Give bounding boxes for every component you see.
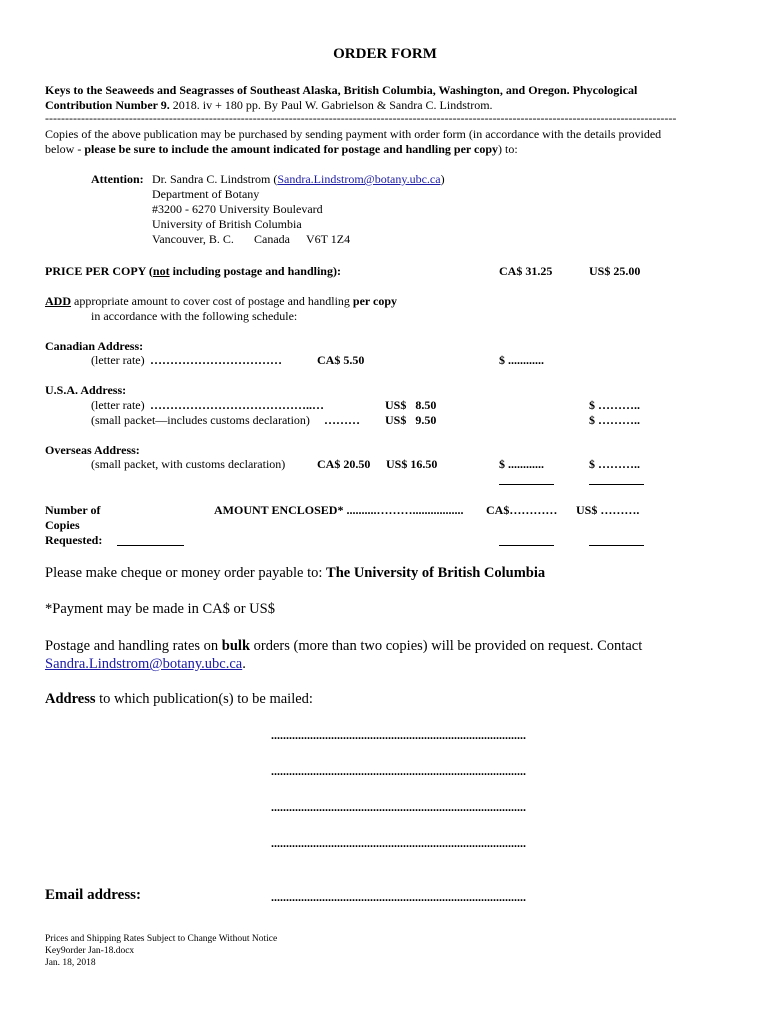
overseas-usd-amount-field[interactable]: $ ……….. bbox=[589, 457, 640, 471]
footer-disclaimer: Prices and Shipping Rates Subject to Change Without Notice bbox=[45, 934, 278, 944]
email-label: Email address: bbox=[45, 887, 141, 903]
page-title: ORDER FORM bbox=[333, 46, 437, 62]
address-word: Address bbox=[45, 691, 96, 707]
intro-line-1: Copies of the above publication may be purchased by sending payment with order form (in accordance with the details provided bbox=[45, 127, 662, 141]
payment-note: *Payment may be made in CA$ or US$ bbox=[45, 601, 275, 617]
attention-close-paren: ) bbox=[440, 172, 445, 186]
publication-line-1: Keys to the Seaweeds and Seagrasses of Southeast Alaska, British Columbia, Washington, and Oregon. Phycological bbox=[45, 83, 638, 97]
payable-line bbox=[45, 564, 545, 582]
canadian-letter-price: CA$ 5.50 bbox=[317, 353, 365, 367]
attention-postal-code: V6T 1Z4 bbox=[306, 232, 351, 246]
total-usd-field[interactable]: US$ ………. bbox=[576, 503, 640, 517]
add-word: ADD bbox=[45, 294, 71, 308]
usa-packet-dots: ……… bbox=[324, 413, 360, 427]
bulk-word: bulk bbox=[221, 638, 251, 654]
total-cad-field[interactable]: CA$………… bbox=[486, 503, 558, 517]
address-text: to which publication(s) to be mailed: bbox=[95, 691, 313, 707]
address-line-2-field[interactable]: ..................................................................................... bbox=[271, 764, 526, 778]
add-per-copy: per copy bbox=[352, 294, 398, 308]
attention-label: Attention: bbox=[91, 172, 144, 186]
footer-filename: Key9order Jan-18.docx bbox=[45, 946, 135, 956]
attention-name-text: Dr. Sandra C. Lindstrom ( bbox=[152, 172, 278, 186]
usa-letter-amount-field[interactable]: $ ……….. bbox=[589, 398, 640, 412]
bulk-end: . bbox=[242, 656, 246, 672]
attention-department: Department of Botany bbox=[152, 187, 260, 201]
attention-email-link[interactable]: Sandra.Lindstrom@botany.ubc.ca bbox=[277, 172, 441, 186]
copies-requested-field[interactable] bbox=[117, 545, 184, 546]
attention-city: Vancouver, B. C. bbox=[152, 232, 234, 246]
attention-country: Canada bbox=[254, 232, 290, 246]
intro-pre: below - bbox=[45, 142, 85, 156]
publication-details: 2018. iv + 180 pp. By Paul W. Gabrielson & Sandra C. Lindstrom. bbox=[169, 98, 493, 112]
usa-heading: U.S.A. Address: bbox=[45, 383, 127, 397]
overseas-cad-amount-field[interactable]: $ ............ bbox=[499, 457, 544, 471]
bulk-line-1 bbox=[45, 637, 642, 655]
copies-label-3: Requested: bbox=[45, 533, 103, 547]
overseas-label: (small packet, with customs declaration) bbox=[91, 457, 286, 471]
attention-name bbox=[152, 172, 445, 187]
total-cad-underline bbox=[499, 545, 554, 546]
copies-label-1: Number of bbox=[45, 503, 101, 517]
intro-line-2 bbox=[45, 142, 518, 157]
address-line-1-field[interactable]: ..................................................................................... bbox=[271, 728, 526, 742]
usa-letter-label: (letter rate) bbox=[91, 398, 145, 412]
usa-packet-amount-field[interactable]: $ ……….. bbox=[589, 413, 640, 427]
overseas-usd-underline bbox=[589, 484, 644, 485]
overseas-heading: Overseas Address: bbox=[45, 443, 140, 457]
amount-enclosed-label: AMOUNT ENCLOSED* bbox=[214, 503, 344, 517]
footer-date: Jan. 18, 2018 bbox=[45, 958, 96, 968]
canadian-heading: Canadian Address: bbox=[45, 339, 144, 353]
amount-enclosed bbox=[214, 503, 463, 518]
attention-university: University of British Columbia bbox=[152, 217, 302, 231]
price-cad: CA$ 31.25 bbox=[499, 264, 553, 278]
bulk-post: orders (more than two copies) will be provided on request. Contact bbox=[250, 638, 643, 654]
usa-packet-price: US$ 9.50 bbox=[385, 413, 437, 427]
usa-letter-price: US$ 8.50 bbox=[385, 398, 437, 412]
bulk-pre: Postage and handling rates on bbox=[45, 638, 222, 654]
intro-post: ) to: bbox=[498, 142, 518, 156]
address-line-4-field[interactable]: ..................................................................................... bbox=[271, 836, 526, 850]
email-address-field[interactable]: ..................................................................................... bbox=[271, 890, 526, 904]
payable-text: Please make cheque or money order payable to: bbox=[45, 565, 327, 581]
amount-enclosed-dots: ..........………................. bbox=[343, 503, 464, 517]
copies-label-2: Copies bbox=[45, 518, 80, 532]
usa-letter-dots: …………………………………..… bbox=[150, 398, 324, 412]
price-label-not: not bbox=[152, 264, 170, 278]
canadian-letter-label: (letter rate) bbox=[91, 353, 145, 367]
canadian-letter-dots: …………………………… bbox=[150, 353, 282, 367]
usa-packet-label: (small packet—includes customs declaration) bbox=[91, 413, 310, 427]
canadian-amount-field[interactable]: $ ............ bbox=[499, 353, 544, 367]
publication-number: Contribution Number 9. bbox=[45, 98, 170, 112]
price-usd: US$ 25.00 bbox=[589, 264, 641, 278]
bulk-email-link[interactable]: Sandra.Lindstrom@botany.ubc.ca bbox=[45, 656, 243, 672]
dash-separator: -------------------------------------------------------------------------------------------------------------------------------------------------------------- bbox=[45, 111, 677, 125]
payable-recipient: The University of British Columbia bbox=[326, 565, 546, 581]
price-label-pre: PRICE PER COPY ( bbox=[45, 264, 153, 278]
overseas-price-cad: CA$ 20.50 bbox=[317, 457, 371, 471]
bulk-line-2 bbox=[45, 655, 246, 673]
price-label-post: including postage and handling): bbox=[169, 264, 341, 278]
add-line-2: in accordance with the following schedule: bbox=[91, 309, 298, 323]
add-text: appropriate amount to cover cost of postage and handling bbox=[71, 294, 353, 308]
attention-street: #3200 - 6270 University Boulevard bbox=[152, 202, 323, 216]
price-label bbox=[45, 264, 341, 279]
address-heading bbox=[45, 690, 313, 708]
overseas-cad-underline bbox=[499, 484, 554, 485]
overseas-price-usd: US$ 16.50 bbox=[386, 457, 438, 471]
intro-postage-note: please be sure to include the amount indicated for postage and handling per copy bbox=[84, 142, 499, 156]
total-usd-underline bbox=[589, 545, 644, 546]
address-line-3-field[interactable]: ..................................................................................... bbox=[271, 800, 526, 814]
add-line-1 bbox=[45, 294, 397, 309]
